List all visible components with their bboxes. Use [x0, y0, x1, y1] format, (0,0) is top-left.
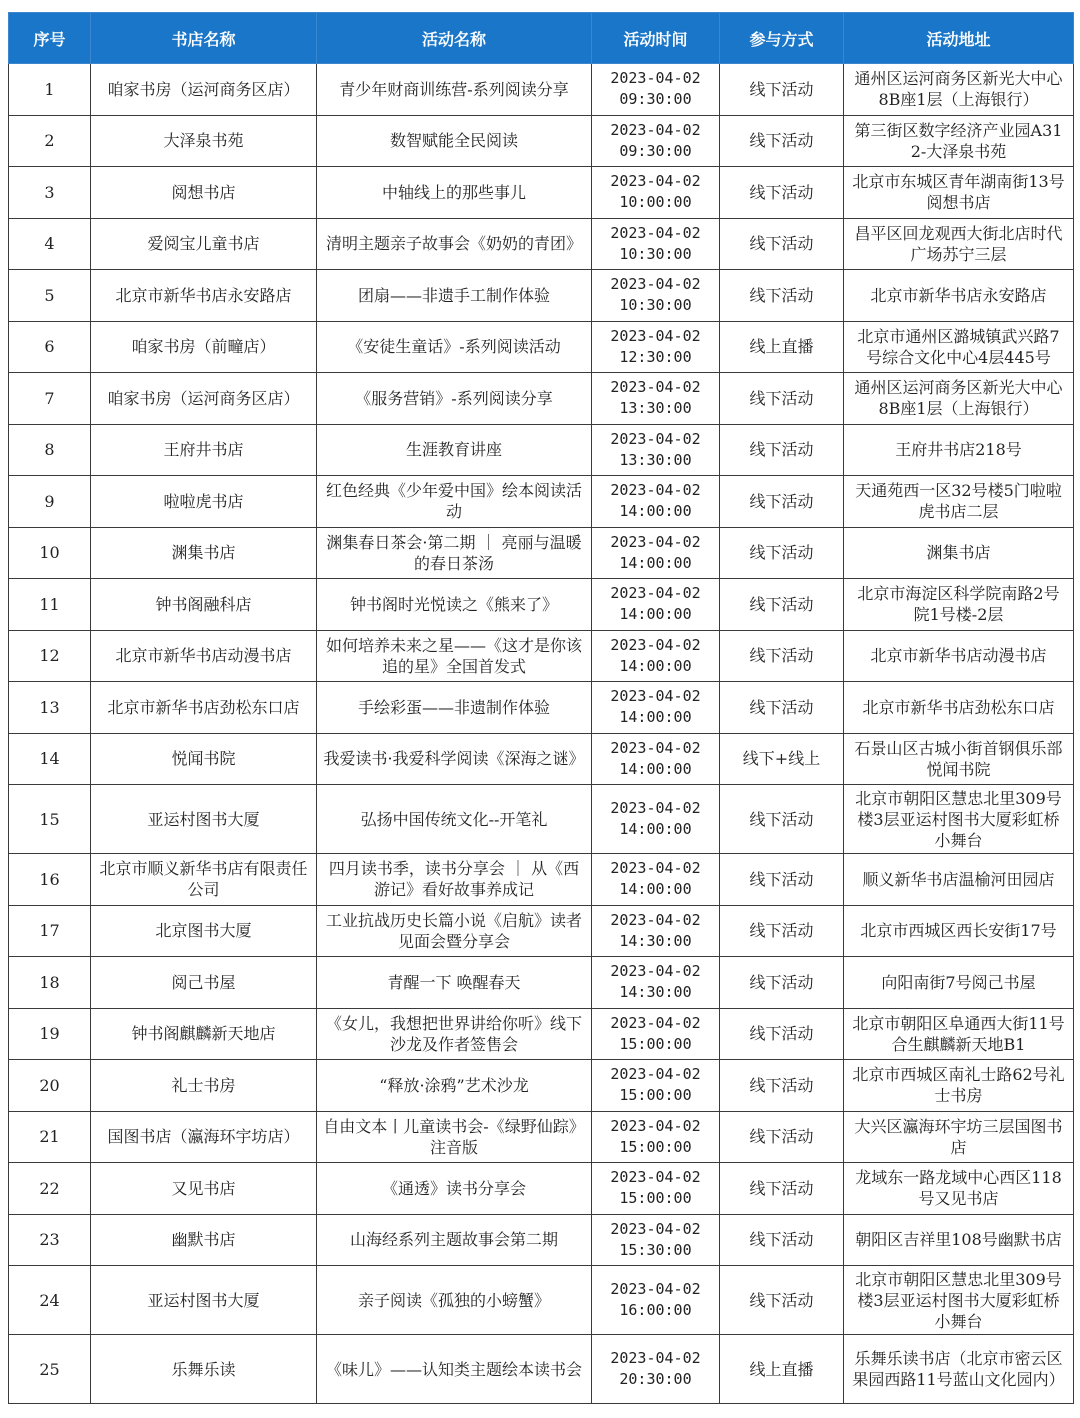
cell-activity-address: 通州区运河商务区新光大中心8B座1层（上海银行） [844, 64, 1074, 116]
cell-activity-time [592, 321, 720, 373]
activity-clock: 15:00:00 [619, 1189, 692, 1208]
cell-store-name: 悦闻书院 [91, 733, 317, 785]
activity-clock: 15:30:00 [619, 1240, 692, 1259]
cell-store-name: 钟书阁麒麟新天地店 [91, 1008, 317, 1060]
cell-activity-name: 《服务营销》-系列阅读分享 [317, 373, 592, 425]
cell-activity-time [592, 115, 720, 167]
cell-activity-time [592, 527, 720, 579]
cell-store-name: 国图书店（瀛海环宇坊店） [91, 1111, 317, 1163]
activity-date: 2023-04-02 [610, 584, 701, 603]
table-row [9, 373, 1074, 425]
table-row [9, 957, 1074, 1009]
cell-index: 13 [9, 682, 91, 734]
activity-clock: 13:30:00 [619, 450, 692, 469]
activity-date: 2023-04-02 [610, 799, 701, 817]
activity-clock: 09:30:00 [619, 141, 692, 160]
table-row [9, 64, 1074, 116]
activity-date: 2023-04-02 [610, 120, 701, 139]
table-row [9, 1266, 1074, 1335]
table-row [9, 579, 1074, 631]
activity-date: 2023-04-02 [610, 378, 701, 397]
cell-index: 23 [9, 1214, 91, 1266]
cell-index: 9 [9, 476, 91, 528]
cell-activity-name: 渊集春日茶会·第二期 ｜ 亮丽与温暖的春日茶汤 [317, 527, 592, 579]
cell-activity-name: 红色经典《少年爱中国》绘本阅读活动 [317, 476, 592, 528]
cell-store-name: 幽默书店 [91, 1214, 317, 1266]
cell-activity-name: 钟书阁时光悦读之《熊来了》 [317, 579, 592, 631]
cell-index: 11 [9, 579, 91, 631]
cell-activity-name: 弘扬中国传统文化--开笔礼 [317, 785, 592, 854]
cell-activity-address: 北京市新华书店动漫书店 [844, 630, 1074, 682]
table-row [9, 905, 1074, 957]
cell-activity-time [592, 1008, 720, 1060]
cell-index: 20 [9, 1060, 91, 1112]
activity-date: 2023-04-02 [610, 738, 701, 757]
cell-store-name: 爱阅宝儿童书店 [91, 218, 317, 270]
activity-clock: 20:30:00 [619, 1370, 692, 1388]
cell-activity-time [592, 1060, 720, 1112]
cell-activity-address: 向阳南街7号阅己书屋 [844, 957, 1074, 1009]
cell-participation-mode: 线下+线上 [720, 733, 844, 785]
cell-store-name: 咱家书房（运河商务区店） [91, 64, 317, 116]
cell-activity-address: 北京市西城区西长安街17号 [844, 905, 1074, 957]
cell-activity-address: 朝阳区吉祥里108号幽默书店 [844, 1214, 1074, 1266]
activity-clock: 14:00:00 [619, 820, 692, 838]
table-row [9, 854, 1074, 906]
header-activity-name: 活动名称 [317, 13, 592, 64]
cell-activity-time [592, 1111, 720, 1163]
cell-participation-mode: 线下活动 [720, 1008, 844, 1060]
cell-participation-mode: 线下活动 [720, 854, 844, 906]
table-row [9, 1060, 1074, 1112]
table-row [9, 424, 1074, 476]
table-body [9, 64, 1074, 1404]
cell-store-name: 钟书阁融科店 [91, 579, 317, 631]
cell-store-name: 大泽泉书苑 [91, 115, 317, 167]
cell-activity-time [592, 579, 720, 631]
table-row [9, 1214, 1074, 1266]
cell-activity-time [592, 373, 720, 425]
cell-activity-time [592, 785, 720, 854]
cell-activity-time [592, 682, 720, 734]
cell-store-name: 北京市顺义新华书店有限责任公司 [91, 854, 317, 906]
cell-store-name: 礼士书房 [91, 1060, 317, 1112]
cell-activity-address: 第三街区数字经济产业园A312-大泽泉书苑 [844, 115, 1074, 167]
table-row [9, 527, 1074, 579]
cell-activity-name: 自由文本丨儿童读书会-《绿野仙踪》注音版 [317, 1111, 592, 1163]
cell-activity-time [592, 424, 720, 476]
cell-activity-name: 《味儿》——认知类主题绘本读书会 [317, 1335, 592, 1404]
cell-activity-time [592, 64, 720, 116]
activity-date: 2023-04-02 [610, 1013, 701, 1032]
cell-index: 17 [9, 905, 91, 957]
cell-participation-mode: 线下活动 [720, 682, 844, 734]
activity-clock: 14:00:00 [619, 656, 692, 675]
table-row [9, 476, 1074, 528]
table-row [9, 167, 1074, 219]
header-index: 序号 [9, 13, 91, 64]
cell-activity-address: 北京市新华书店劲松东口店 [844, 682, 1074, 734]
activity-clock: 14:30:00 [619, 983, 692, 1002]
cell-activity-address: 王府井书店218号 [844, 424, 1074, 476]
activity-clock: 15:00:00 [619, 1034, 692, 1053]
table-row [9, 733, 1074, 785]
cell-index: 1 [9, 64, 91, 116]
cell-activity-time [592, 1214, 720, 1266]
cell-activity-address: 北京市朝阳区阜通西大街11号 合生麒麟新天地B1 [844, 1008, 1074, 1060]
cell-store-name: 北京市新华书店永安路店 [91, 270, 317, 322]
cell-store-name: 又见书店 [91, 1163, 317, 1215]
cell-participation-mode: 线下活动 [720, 1266, 844, 1335]
cell-activity-address: 乐舞乐读书店（北京市密云区果园西路11号蓝山文化园内） [844, 1335, 1074, 1404]
cell-index: 4 [9, 218, 91, 270]
cell-activity-name: 青少年财商训练营-系列阅读分享 [317, 64, 592, 116]
cell-activity-name: 手绘彩蛋——非遗制作体验 [317, 682, 592, 734]
header-store-name: 书店名称 [91, 13, 317, 64]
cell-participation-mode: 线下活动 [720, 630, 844, 682]
activity-clock: 15:00:00 [619, 1137, 692, 1156]
cell-participation-mode: 线下活动 [720, 527, 844, 579]
cell-activity-time [592, 1266, 720, 1335]
activity-date: 2023-04-02 [610, 481, 701, 500]
cell-participation-mode: 线下活动 [720, 64, 844, 116]
cell-activity-address: 北京市海淀区科学院南路2号院1号楼-2层 [844, 579, 1074, 631]
header-activity-time: 活动时间 [592, 13, 720, 64]
cell-activity-name: 《通透》读书分享会 [317, 1163, 592, 1215]
cell-activity-name: 《女儿，我想把世界讲给你听》线下沙龙及作者签售会 [317, 1008, 592, 1060]
cell-store-name: 啦啦虎书店 [91, 476, 317, 528]
cell-index: 2 [9, 115, 91, 167]
activity-date: 2023-04-02 [610, 223, 701, 242]
activity-clock: 14:00:00 [619, 553, 692, 572]
cell-activity-address: 北京市新华书店永安路店 [844, 270, 1074, 322]
cell-activity-address: 石景山区古城小街首钢俱乐部悦闻书院 [844, 733, 1074, 785]
cell-store-name: 阅想书店 [91, 167, 317, 219]
cell-activity-name: 亲子阅读《孤独的小螃蟹》 [317, 1266, 592, 1335]
cell-store-name: 咱家书房（前疃店） [91, 321, 317, 373]
table-row [9, 1335, 1074, 1404]
activity-date: 2023-04-02 [610, 1116, 701, 1135]
cell-store-name: 北京市新华书店动漫书店 [91, 630, 317, 682]
table-row [9, 321, 1074, 373]
activity-date: 2023-04-02 [610, 1280, 701, 1298]
activity-clock: 14:00:00 [619, 880, 692, 899]
cell-index: 21 [9, 1111, 91, 1163]
header-participation-mode: 参与方式 [720, 13, 844, 64]
cell-activity-time [592, 270, 720, 322]
cell-index: 8 [9, 424, 91, 476]
activity-clock: 09:30:00 [619, 90, 692, 109]
cell-index: 12 [9, 630, 91, 682]
activity-clock: 12:30:00 [619, 347, 692, 366]
cell-participation-mode: 线下活动 [720, 905, 844, 957]
activity-clock: 13:30:00 [619, 399, 692, 418]
cell-activity-time [592, 1163, 720, 1215]
cell-activity-address: 大兴区瀛海环宇坊三层国图书店 [844, 1111, 1074, 1163]
cell-index: 15 [9, 785, 91, 854]
cell-index: 14 [9, 733, 91, 785]
cell-activity-time [592, 476, 720, 528]
cell-participation-mode: 线下活动 [720, 785, 844, 854]
cell-activity-name: 团扇——非遗手工制作体验 [317, 270, 592, 322]
activity-date: 2023-04-02 [610, 1168, 701, 1187]
cell-index: 18 [9, 957, 91, 1009]
cell-activity-address: 北京市朝阳区慧忠北里309号楼3层亚运村图书大厦彩虹桥小舞台 [844, 1266, 1074, 1335]
table-row [9, 1008, 1074, 1060]
activity-date: 2023-04-02 [610, 275, 701, 294]
cell-activity-time [592, 630, 720, 682]
cell-store-name: 王府井书店 [91, 424, 317, 476]
cell-participation-mode: 线上直播 [720, 1335, 844, 1404]
cell-index: 25 [9, 1335, 91, 1404]
cell-activity-name: 工业抗战历史长篇小说《启航》读者见面会暨分享会 [317, 905, 592, 957]
table-row [9, 1163, 1074, 1215]
cell-activity-address: 北京市西城区南礼士路62号礼士书房 [844, 1060, 1074, 1112]
cell-store-name: 渊集书店 [91, 527, 317, 579]
activity-date: 2023-04-02 [610, 172, 701, 191]
cell-participation-mode: 线下活动 [720, 424, 844, 476]
cell-participation-mode: 线下活动 [720, 167, 844, 219]
cell-activity-address: 渊集书店 [844, 527, 1074, 579]
activity-date: 2023-04-02 [610, 687, 701, 706]
cell-activity-time [592, 1335, 720, 1404]
cell-activity-address: 通州区运河商务区新光大中心8B座1层（上海银行） [844, 373, 1074, 425]
cell-activity-address: 顺义新华书店温榆河田园店 [844, 854, 1074, 906]
cell-index: 6 [9, 321, 91, 373]
activity-date: 2023-04-02 [610, 859, 701, 878]
cell-index: 5 [9, 270, 91, 322]
header-activity-address: 活动地址 [844, 13, 1074, 64]
cell-activity-name: 如何培养未来之星——《这才是你该追的星》全国首发式 [317, 630, 592, 682]
cell-activity-name: 山海经系列主题故事会第二期 [317, 1214, 592, 1266]
activity-clock: 14:00:00 [619, 759, 692, 778]
cell-store-name: 亚运村图书大厦 [91, 1266, 317, 1335]
cell-activity-name: 数智赋能全民阅读 [317, 115, 592, 167]
cell-activity-time [592, 905, 720, 957]
cell-participation-mode: 线上直播 [720, 321, 844, 373]
table-row [9, 1111, 1074, 1163]
cell-store-name: 北京市新华书店劲松东口店 [91, 682, 317, 734]
cell-activity-time [592, 854, 720, 906]
activity-clock: 16:00:00 [619, 1301, 692, 1319]
table-row [9, 682, 1074, 734]
activity-clock: 10:30:00 [619, 296, 692, 315]
cell-activity-address: 天通苑西一区32号楼5门啦啦虎书店二层 [844, 476, 1074, 528]
cell-activity-address: 龙域东一路龙域中心西区118号又见书店 [844, 1163, 1074, 1215]
activity-date: 2023-04-02 [610, 326, 701, 345]
table-row [9, 218, 1074, 270]
cell-activity-name: 中轴线上的那些事儿 [317, 167, 592, 219]
cell-participation-mode: 线下活动 [720, 115, 844, 167]
cell-activity-address: 昌平区回龙观西大街北店时代广场苏宁三层 [844, 218, 1074, 270]
cell-activity-time [592, 957, 720, 1009]
activity-clock: 14:00:00 [619, 708, 692, 727]
cell-store-name: 咱家书房（运河商务区店） [91, 373, 317, 425]
header-row [9, 13, 1074, 64]
activity-date: 2023-04-02 [610, 910, 701, 929]
cell-activity-address: 北京市通州区潞城镇武兴路7号综合文化中心4层445号 [844, 321, 1074, 373]
cell-activity-name: 我爱读书·我爱科学阅读《深海之谜》 [317, 733, 592, 785]
cell-participation-mode: 线下活动 [720, 373, 844, 425]
cell-participation-mode: 线下活动 [720, 270, 844, 322]
cell-participation-mode: 线下活动 [720, 476, 844, 528]
cell-participation-mode: 线下活动 [720, 1060, 844, 1112]
cell-participation-mode: 线下活动 [720, 1111, 844, 1163]
cell-participation-mode: 线下活动 [720, 218, 844, 270]
cell-activity-address: 北京市东城区青年湖南街13号阅想书店 [844, 167, 1074, 219]
table-row [9, 270, 1074, 322]
cell-store-name: 北京图书大厦 [91, 905, 317, 957]
activity-clock: 15:00:00 [619, 1086, 692, 1105]
cell-store-name: 亚运村图书大厦 [91, 785, 317, 854]
cell-activity-name: 清明主题亲子故事会《奶奶的青团》 [317, 218, 592, 270]
events-table [8, 12, 1074, 1404]
activity-date: 2023-04-02 [610, 1349, 701, 1367]
cell-store-name: 乐舞乐读 [91, 1335, 317, 1404]
cell-index: 24 [9, 1266, 91, 1335]
activity-clock: 10:00:00 [619, 193, 692, 212]
cell-participation-mode: 线下活动 [720, 957, 844, 1009]
activity-clock: 14:30:00 [619, 931, 692, 950]
activity-clock: 14:00:00 [619, 502, 692, 521]
activity-date: 2023-04-02 [610, 962, 701, 981]
table-row [9, 785, 1074, 854]
cell-participation-mode: 线下活动 [720, 579, 844, 631]
cell-participation-mode: 线下活动 [720, 1214, 844, 1266]
cell-activity-name: 《安徒生童话》-系列阅读活动 [317, 321, 592, 373]
cell-activity-name: 生涯教育讲座 [317, 424, 592, 476]
cell-activity-time [592, 218, 720, 270]
cell-activity-name: 青醒一下 唤醒春天 [317, 957, 592, 1009]
cell-activity-time [592, 733, 720, 785]
cell-store-name: 阅己书屋 [91, 957, 317, 1009]
cell-activity-address: 北京市朝阳区慧忠北里309号楼3层亚运村图书大厦彩虹桥小舞台 [844, 785, 1074, 854]
activity-date: 2023-04-02 [610, 429, 701, 448]
activity-date: 2023-04-02 [610, 1219, 701, 1238]
cell-index: 3 [9, 167, 91, 219]
cell-participation-mode: 线下活动 [720, 1163, 844, 1215]
cell-index: 10 [9, 527, 91, 579]
table-row [9, 630, 1074, 682]
cell-index: 19 [9, 1008, 91, 1060]
activity-clock: 10:30:00 [619, 244, 692, 263]
activity-date: 2023-04-02 [610, 635, 701, 654]
activity-date: 2023-04-02 [610, 532, 701, 551]
activity-clock: 14:00:00 [619, 605, 692, 624]
table-row [9, 115, 1074, 167]
cell-activity-time [592, 167, 720, 219]
cell-index: 7 [9, 373, 91, 425]
cell-activity-name: 四月读书季，读书分享会 ｜ 从《西游记》看好故事养成记 [317, 854, 592, 906]
activity-date: 2023-04-02 [610, 1065, 701, 1084]
cell-index: 16 [9, 854, 91, 906]
cell-activity-name: “释放·涂鸦”艺术沙龙 [317, 1060, 592, 1112]
activity-date: 2023-04-02 [610, 69, 701, 88]
cell-index: 22 [9, 1163, 91, 1215]
